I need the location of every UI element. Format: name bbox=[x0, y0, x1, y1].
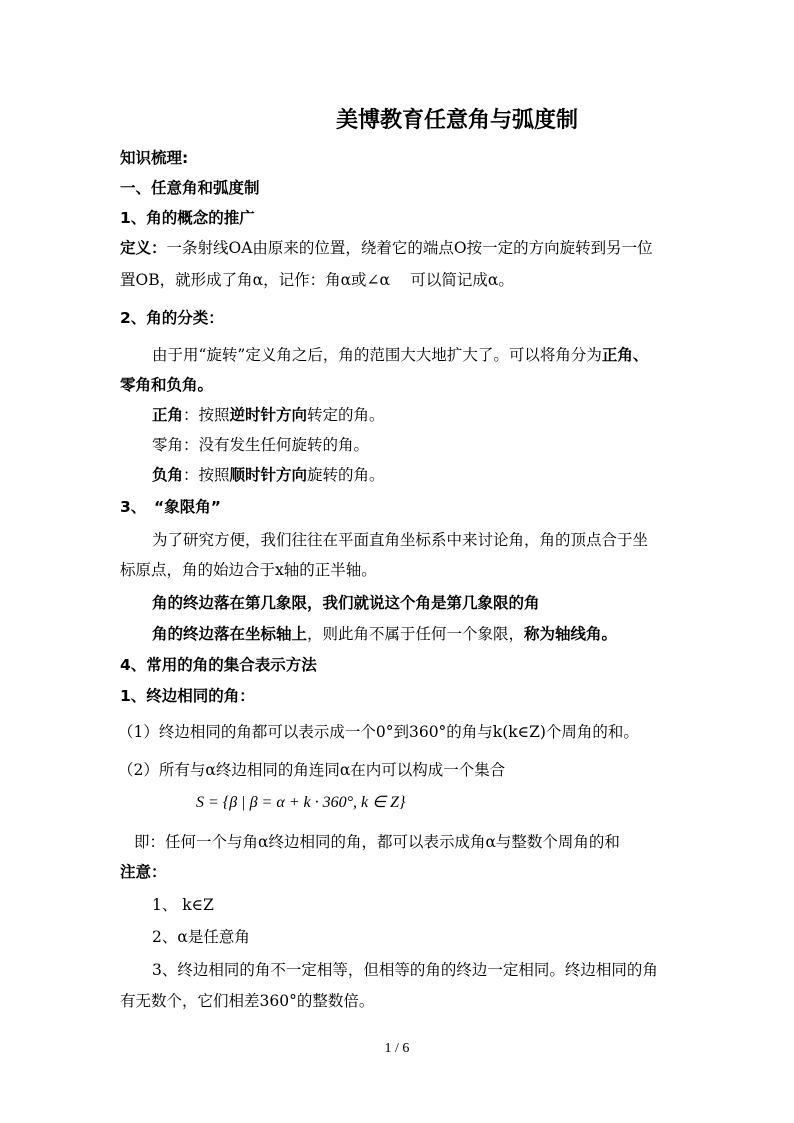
positive-angle-direction: 逆时针方向 bbox=[229, 406, 308, 424]
positive-angle-tail: 转定的角。 bbox=[307, 406, 385, 424]
summary-line: 即：任何一个与角α终边相同的角，都可以表示成角α与整数个周角的和 bbox=[134, 833, 620, 851]
classification-line-2: 零角和负角。 bbox=[120, 376, 214, 394]
page-title: 美博教育任意角与弧度制 bbox=[335, 108, 578, 133]
coterminal-item-1: （1）终边相同的角都可以表示成一个0°到360°的角与k(k∈Z)个周角的和。 bbox=[118, 723, 639, 741]
note-item-1: 1、 k∈Z bbox=[152, 896, 214, 914]
definition-line-2: 置OB，就形成了角α，记作：角α或∠α 可以简记成α。 bbox=[120, 271, 514, 289]
quadrant-text-line-1: 为了研究方便，我们往往在平面直角坐标系中来讨论角，角的顶点合于坐 bbox=[152, 531, 649, 549]
positive-angle-text: ：按照 bbox=[183, 406, 230, 424]
classification-line-1 bbox=[152, 345, 712, 365]
quadrant-text-line-2: 标原点，角的始边合于x轴的正半轴。 bbox=[120, 561, 377, 579]
classification-text: 由于用“旋转”定义角之后，角的范围大大地扩大了。可以将角分为 bbox=[152, 346, 602, 364]
note-item-3-line-1: 3、终边相同的角不一定相等，但相等的角的终边一定相同。终边相同的角 bbox=[152, 961, 658, 979]
negative-angle-label: 负角 bbox=[152, 466, 184, 484]
page-number: 1 / 6 bbox=[384, 1041, 410, 1056]
axis-angle-condition: 角的终边落在坐标轴上 bbox=[152, 625, 308, 643]
heading-knowledge: 知识梳理: bbox=[120, 149, 189, 167]
definition-label: 定义： bbox=[120, 239, 167, 257]
positive-angle-label: 正角 bbox=[152, 406, 184, 424]
definition-text: 一条射线OA由原来的位置，绕着它的端点O按一定的方向旋转到另一位 bbox=[166, 239, 653, 257]
set-formula: S = {β | β = α + k · 360°, k ∈ Z} bbox=[196, 794, 406, 811]
heading-angle-concept: 1、角的概念的推广 bbox=[120, 209, 255, 227]
axis-angle-line bbox=[152, 624, 712, 644]
axis-angle-text: ，则此角不属于任何一个象限， bbox=[307, 625, 525, 643]
heading-angle-classes: 2、角的分类： bbox=[120, 309, 224, 327]
negative-angle-tail: 旋转的角。 bbox=[307, 466, 385, 484]
coterminal-item-2: （2）所有与α终边相同的角连同α在内可以构成一个集合 bbox=[118, 761, 506, 779]
definition-line-1 bbox=[120, 238, 680, 258]
heading-section-1: 一、任意角和弧度制 bbox=[120, 179, 260, 197]
heading-set-notation: 4、常用的角的集合表示方法 bbox=[120, 656, 317, 674]
negative-angle-direction: 顺时针方向 bbox=[229, 466, 308, 484]
note-item-2: 2、α是任意角 bbox=[152, 928, 250, 946]
heading-quadrant-angle: 3、 “象限角” bbox=[120, 498, 221, 516]
positive-angle-line bbox=[152, 405, 712, 425]
quadrant-rule: 角的终边落在第几象限，我们就说这个角是第几象限的角 bbox=[152, 594, 540, 612]
axis-angle-term: 称为轴线角。 bbox=[524, 625, 618, 643]
heading-coterminal: 1、终边相同的角： bbox=[120, 687, 255, 705]
negative-angle-text: ：按照 bbox=[183, 466, 230, 484]
zero-angle-line: 零角：没有发生任何旋转的角。 bbox=[152, 436, 370, 454]
negative-angle-line bbox=[152, 465, 712, 485]
classification-bold: 正角、 bbox=[601, 346, 649, 364]
note-label: 注意： bbox=[120, 863, 167, 881]
note-item-3-line-2: 有无数个，它们相差360°的整数倍。 bbox=[120, 992, 375, 1010]
